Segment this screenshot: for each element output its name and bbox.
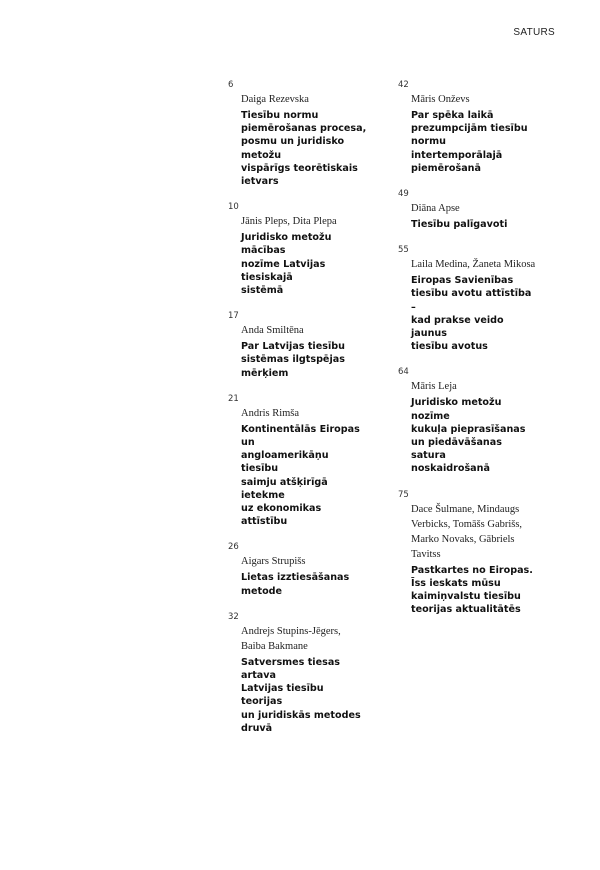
entry-authors: Dace Šulmane, Mindaugs Verbicks, Tomāšs Gabrišs, Marko Novaks, Gābriels Tavitss	[411, 503, 523, 560]
entry-title[interactable]: Kontinentālās Eiropas un angloamerikāņu tiesību saimju atšķirīgā ietekme uz ekonomikas attīstību	[241, 423, 360, 528]
page-number: 17	[228, 311, 239, 322]
toc-entry[interactable]	[228, 612, 368, 735]
entry-title[interactable]: Par Latvijas tiesību sistēmas ilgtspējas mērķiem	[241, 341, 345, 379]
entry-authors: Aigars Strupišs	[241, 556, 306, 568]
entry-authors: Māris Onževs	[411, 94, 470, 105]
entry-title[interactable]: Juridisko metožu nozīme kukuļa pieprasīšanas un piedāvāšanas satura noskaidrošanā	[411, 397, 526, 475]
entry-authors: Jānis Pleps, Dita Plepa	[241, 216, 337, 228]
entry-authors: Anda Smiltēna	[241, 325, 304, 337]
entry-title[interactable]: Par spēka laikā prezumpcijām tiesību normu intertemporālajā piemērošanā	[411, 110, 528, 174]
toc-entry[interactable]	[398, 189, 538, 231]
page-number: 75	[398, 489, 409, 500]
entry-title[interactable]: Satversmes tiesas artava Latvijas tiesību teorijas un juridiskās metodes druvā	[241, 656, 361, 734]
entry-authors: Laila Medina, Žaneta Mikosa	[411, 259, 536, 271]
page-number: 6	[228, 80, 234, 90]
section-header: SATURS	[513, 27, 555, 38]
page-number: 21	[228, 393, 239, 404]
toc-entry[interactable]	[398, 80, 538, 175]
page-number: 10	[228, 202, 239, 213]
page-number: 49	[398, 189, 409, 200]
entry-authors: Andrejs Stupins-Jēgers, Baiba Bakmane	[241, 625, 341, 652]
entry-authors: Diāna Apse	[411, 203, 460, 215]
entry-title[interactable]: Lietas izztiesāšanas metode	[241, 572, 350, 597]
toc-entry[interactable]	[228, 394, 368, 529]
toc-right-column	[398, 80, 538, 630]
entry-authors: Daiga Rezevska	[241, 94, 309, 105]
entry-title[interactable]: Tiesību palīgavoti	[411, 219, 508, 231]
page-number: 26	[228, 542, 239, 553]
toc-entry[interactable]	[228, 311, 368, 380]
toc-entry[interactable]	[228, 80, 368, 188]
toc-entry[interactable]	[398, 367, 538, 475]
entry-authors: Māris Leja	[411, 381, 457, 393]
toc-entry[interactable]	[398, 245, 538, 353]
toc-left-column	[228, 80, 368, 749]
toc-entry[interactable]	[228, 542, 368, 597]
entry-title[interactable]: Tiesību normu piemērošanas procesa, posmu un juridisko metožu vispārīgs teorētiskais ietvars	[241, 110, 367, 188]
page-number: 55	[398, 245, 409, 256]
page-number: 32	[228, 611, 239, 622]
toc-entry[interactable]	[228, 202, 368, 297]
entry-title[interactable]: Eiropas Savienības tiesību avotu attīstība – kad prakse veido jaunus tiesību avotus	[411, 275, 532, 353]
toc-entry[interactable]	[398, 490, 538, 617]
entry-authors: Andris Rimša	[241, 407, 300, 419]
page-number: 64	[398, 367, 409, 378]
entry-title[interactable]: Juridisko metožu mācības nozīme Latvijas tiesiskajā sistēmā	[241, 232, 332, 297]
entry-title[interactable]: Pastkartes no Eiropas. Īss ieskats mūsu kaimiņvalstu tiesību teorijas aktualitātēs	[411, 564, 533, 616]
page-number: 42	[398, 80, 409, 90]
